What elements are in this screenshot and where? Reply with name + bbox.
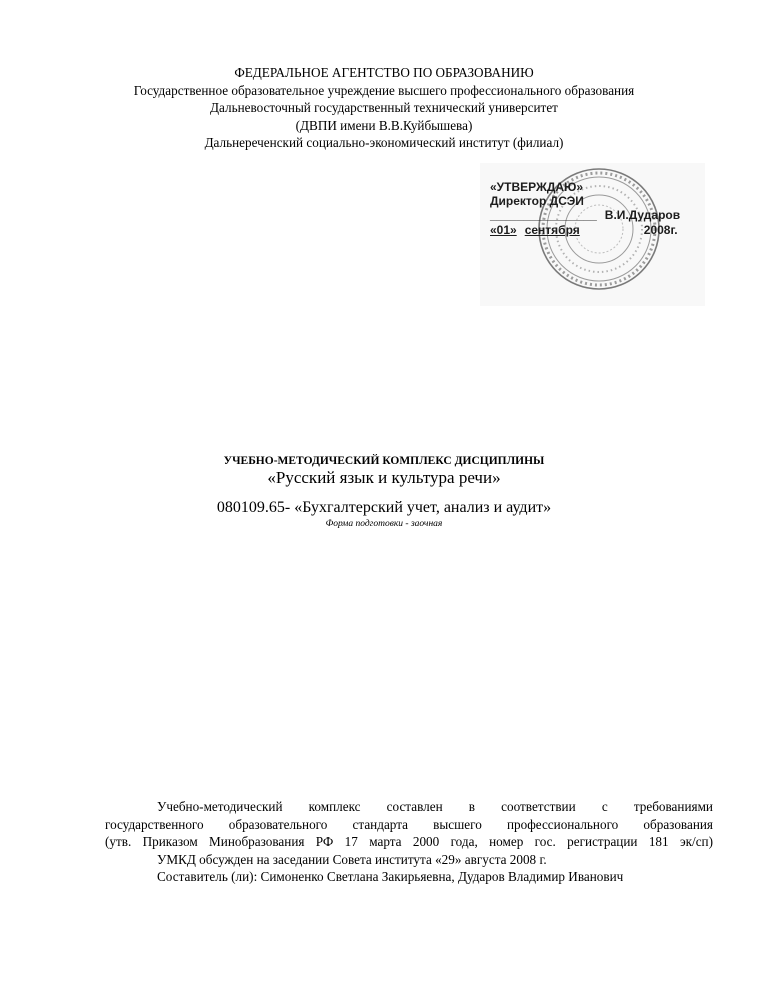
signature-blank: ________________ — [490, 208, 597, 222]
body-line-4: УМКД обсужден на заседании Совета института «29» августа 2008 г. — [157, 851, 547, 867]
date-month: сентября — [524, 223, 580, 237]
study-form: Форма подготовки - заочная — [325, 519, 443, 529]
document-header — [0, 64, 768, 152]
document-caption: УЧЕБНО-МЕТОДИЧЕСКИЙ КОМПЛЕКС ДИСЦИПЛИНЫ — [223, 455, 545, 467]
institution-type: Государственное образовательное учреждение высшего профессионального образования — [133, 82, 635, 98]
university-name: Дальневосточный государственный технический университет — [210, 100, 558, 115]
discipline-title: «Русский язык и культура речи» — [267, 468, 501, 487]
date-year: 2008г. — [643, 223, 678, 237]
branch-name: Дальнереченский социально-экономический институт (филиал) — [204, 135, 564, 150]
approval-date — [490, 223, 678, 237]
body-line-3: (утв. Приказом Минобразования РФ 17 марта 2000 года, номер гос. регистрации 181 эк/сп) — [105, 834, 713, 849]
date-day: «01» — [490, 223, 517, 237]
signatory-name: В.И.Дударов — [604, 208, 681, 222]
position-label: Директор ДСЭИ — [490, 194, 584, 208]
approval-block — [480, 163, 705, 306]
approve-label: «УТВЕРЖДАЮ» — [490, 180, 584, 194]
body-line-1: Учебно-методический комплекс составлен в соответствии с требованиями — [157, 799, 713, 814]
document-body — [105, 798, 713, 886]
body-line-2: государственного образовательного стандарта высшего профессионального образования — [105, 816, 713, 832]
agency-name: ФЕДЕРАЛЬНОЕ АГЕНТСТВО ПО ОБРАЗОВАНИЮ — [234, 65, 534, 80]
university-alt-name: (ДВПИ имени В.В.Куйбышева) — [295, 117, 473, 133]
signature-line — [490, 208, 680, 222]
body-line-5: Составитель (ли): Симоненко Светлана Закирьяевна, Дударов Владимир Иванович — [157, 869, 624, 884]
specialty-title: 080109.65- «Бухгалтерский учет, анализ и аудит» — [216, 499, 552, 516]
